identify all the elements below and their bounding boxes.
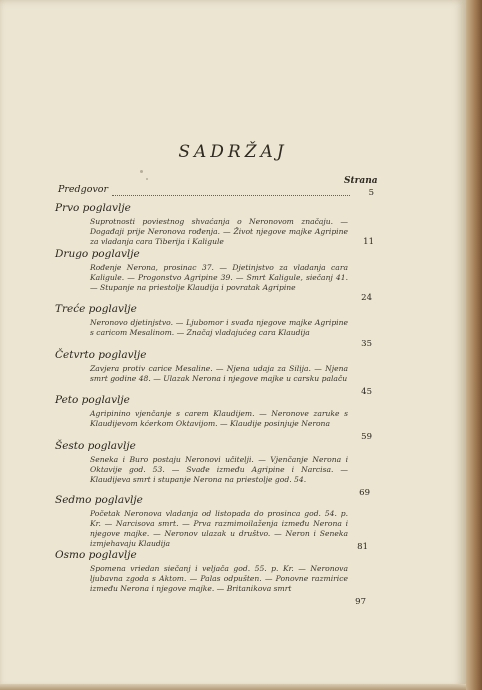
chapter-heading: Treće poglavlje bbox=[55, 303, 137, 315]
page-number: 97 bbox=[355, 597, 366, 607]
chapter-description: Početak Neronova vladanja od listopada do prosinca god. 54. p. Kr. — Narcisova smrt. — Prva razmimoilaženja između Nerona i njegove majke. — Neronov ulazak u društvo. — Neron i Seneka izmjehavaju Klaudija bbox=[90, 509, 348, 548]
page-number: 81 bbox=[357, 542, 368, 552]
page-number: 24 bbox=[361, 293, 372, 303]
chapter-heading: Osmo poglavlje bbox=[55, 549, 137, 561]
page-number: 35 bbox=[361, 339, 372, 349]
chapter-description: Agripinino vjenčanje s carem Klaudijem. — Neronove zaruke s Klaudijevom kćerkom Oktavijom. — Klaudije posinjuje Nerona bbox=[90, 409, 348, 428]
page-column-label: Strana bbox=[344, 176, 378, 186]
page-number: 11 bbox=[363, 237, 374, 247]
toc-entry-heading: Predgovor bbox=[58, 184, 109, 195]
chapter-description: Suprotnosti poviestnog shvaćanja o Neronovom značaju. — Događaji prije Neronova rođenja. — Život njegove majke Agripine za vladanja cara Tiberija i Kaligule bbox=[90, 217, 348, 246]
chapter-description: Rođenje Nerona, prosinac 37. — Djetinjstvo za vladanja cara Kaligule. — Progonstvo Agripine 39. — Smrt Kaligule, siečanj 41. — Stupanje na priestolje Klaudija i povratak Agripine bbox=[90, 263, 348, 292]
page-number: 45 bbox=[361, 387, 372, 397]
page-edge-right bbox=[466, 0, 482, 690]
dot-leaders bbox=[112, 185, 350, 196]
chapter-description: Neronovo djetinjstvo. — Ljubomor i svađa njegove majke Agripine s caricom Mesalinom. — Značaj vladajućeg cara Klaudija bbox=[90, 318, 348, 337]
chapter-heading: Peto poglavlje bbox=[55, 394, 130, 406]
chapter-heading: Drugo poglavlje bbox=[55, 248, 140, 260]
page-number: 59 bbox=[361, 432, 372, 442]
chapter-description: Seneka i Buro postaju Neronovi učitelji. — Vjenčanje Nerona i Oktavije god. 53. — Svađe između Agripine i Narcisa. — Klaudijeva smrt i stupanje Nerona na priestolje god. 54. bbox=[90, 455, 348, 484]
chapter-description: Zavjera protiv carice Mesaline. — Njena udaja za Silija. — Njena smrt godine 48. — Ulazak Nerona i njegove majke u carsku palaču bbox=[90, 364, 348, 383]
page-number: 69 bbox=[359, 488, 370, 498]
chapter-heading: Sedmo poglavlje bbox=[55, 494, 143, 506]
chapter-heading: Četvrto poglavlje bbox=[55, 349, 147, 361]
page-title: SADRŽAJ bbox=[178, 142, 288, 162]
chapter-heading: Šesto poglavlje bbox=[55, 440, 136, 452]
page-number: 5 bbox=[368, 188, 374, 198]
chapter-heading: Prvo poglavlje bbox=[55, 202, 131, 214]
chapter-description: Spomena vriedan siečanj i veljača god. 55. p. Kr. — Neronova ljubavna zgoda s Aktom. — Palas odpušten. — Ponovne razmirice između Nerona i njegove majke. — Britanikova smrt bbox=[90, 564, 348, 593]
